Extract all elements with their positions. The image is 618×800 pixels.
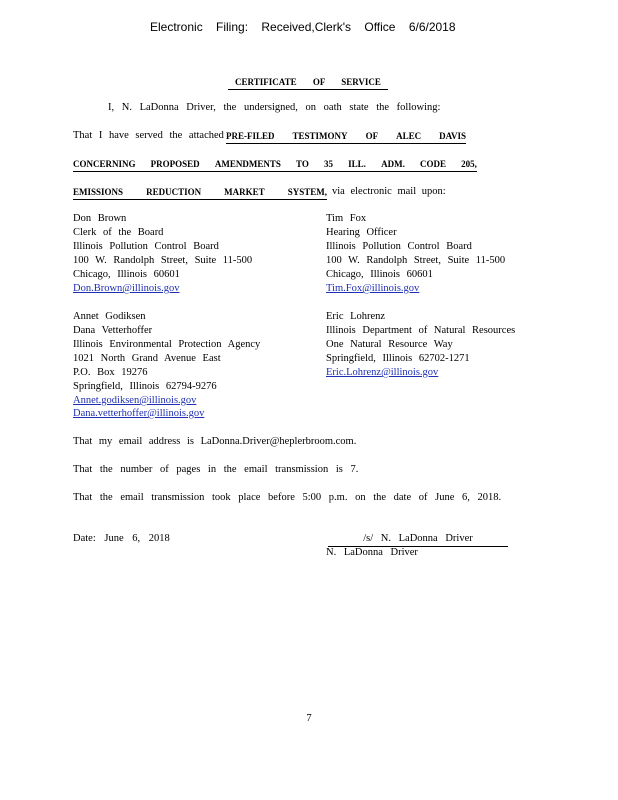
recipient-left-1-line: 100 W. Randolph Street, Suite 11-500 — [73, 255, 253, 266]
served-prefix: That I have served the attached — [73, 130, 224, 141]
recipient-right-1-line: Hearing Officer — [326, 227, 397, 238]
served-suffix: via electronic mail upon: — [332, 186, 446, 197]
recipient-left-1-line: Chicago, Illinois 60601 — [73, 269, 180, 280]
recipient-block-eric-lohrenz — [326, 310, 515, 366]
served-bold-1-word: DAVIS — [439, 131, 466, 141]
recipient-left-2-line: 1021 North Grand Avenue East — [73, 353, 221, 364]
served-bold-line-1 — [226, 129, 466, 144]
served-bold-2-word: CONCERNING — [73, 159, 136, 169]
intro-statement: I, N. LaDonna Driver, the undersigned, on oath state the following: — [108, 102, 441, 113]
recipient-left-2-line: Dana Vetterhoffer — [73, 325, 153, 336]
served-bold-1-word: OF — [365, 131, 379, 141]
recipient-right-1-line: Chicago, Illinois 60601 — [326, 269, 433, 280]
recipient-left-1-line: Don Brown — [73, 213, 127, 224]
email-link-dana-vetterhoffer[interactable]: Dana.vetterhoffer@illinois.gov — [73, 408, 205, 419]
served-bold-1-word: ALEC — [396, 131, 422, 141]
recipient-left-2-line: P.O. Box 19276 — [73, 367, 148, 378]
served-bold-line-2 — [73, 157, 477, 172]
date-line: Date: June 6, 2018 — [73, 533, 170, 544]
email-address-statement: That my email address is LaDonna.Driver@heplerbroom.com. — [73, 436, 357, 447]
email-link-tim-fox[interactable]: Tim.Fox@illinois.gov — [326, 283, 420, 294]
email-link-don-brown[interactable]: Don.Brown@illinois.gov — [73, 283, 180, 294]
email-link-eric-lohrenz[interactable]: Eric.Lohrenz@illinois.gov — [326, 367, 439, 378]
served-bold-2-word: AMENDMENTS — [214, 159, 281, 169]
page-number: 7 — [306, 713, 312, 724]
signature-line: /s/ N. LaDonna Driver — [328, 532, 508, 547]
served-bold-3-word: EMISSIONS — [73, 187, 124, 197]
served-bold-3-word: REDUCTION — [146, 187, 202, 197]
served-bold-2-word: 205, — [461, 159, 477, 169]
recipient-left-1-line: Clerk of the Board — [73, 227, 164, 238]
served-bold-2-word: 35 — [324, 159, 334, 169]
recipient-right-2-line: Eric Lohrenz — [326, 311, 386, 322]
served-bold-3-word: SYSTEM, — [287, 187, 327, 197]
signer-name: N. LaDonna Driver — [326, 547, 418, 558]
recipient-left-1-line: Illinois Pollution Control Board — [73, 241, 219, 252]
served-bold-line-3 — [73, 185, 327, 200]
certificate-title: CERTIFICATE OF SERVICE — [228, 75, 388, 90]
served-bold-1-word: PRE-FILED — [226, 131, 275, 141]
served-bold-2-word: CODE — [420, 159, 447, 169]
recipient-right-2-line: Springfield, Illinois 62702-1271 — [326, 353, 470, 364]
served-bold-1-word: TESTIMONY — [292, 131, 348, 141]
recipient-block-don-brown — [73, 212, 252, 282]
recipient-right-1-line: Illinois Pollution Control Board — [326, 241, 472, 252]
recipient-right-1-line: 100 W. Randolph Street, Suite 11-500 — [326, 255, 506, 266]
email-link-annet-godiksen[interactable]: Annet.godiksen@illinois.gov — [73, 395, 197, 406]
served-bold-2-word: PROPOSED — [150, 159, 200, 169]
page-count-statement: That the number of pages in the email transmission is 7. — [73, 464, 359, 475]
recipient-block-tim-fox — [326, 212, 505, 282]
recipient-left-2-line: Springfield, Illinois 62794-9276 — [73, 381, 217, 392]
recipient-block-illinois-epa — [73, 310, 260, 394]
recipient-right-1-line: Tim Fox — [326, 213, 367, 224]
served-bold-2-word: ILL. — [348, 159, 366, 169]
served-bold-2-word: TO — [296, 159, 309, 169]
served-bold-3-word: MARKET — [224, 187, 265, 197]
recipient-left-2-line: Annet Godiksen — [73, 311, 146, 322]
filing-header: Electronic Filing: Received,Clerk's Office 6/6/2018 — [150, 20, 456, 34]
recipient-right-2-line: Illinois Department of Natural Resources — [326, 325, 516, 336]
recipient-right-2-line: One Natural Resource Way — [326, 339, 453, 350]
transmission-time-statement: That the email transmission took place before 5:00 p.m. on the date of June 6, 2018. — [73, 492, 502, 503]
recipient-left-2-line: Illinois Environmental Protection Agency — [73, 339, 261, 350]
served-bold-2-word: ADM. — [381, 159, 405, 169]
